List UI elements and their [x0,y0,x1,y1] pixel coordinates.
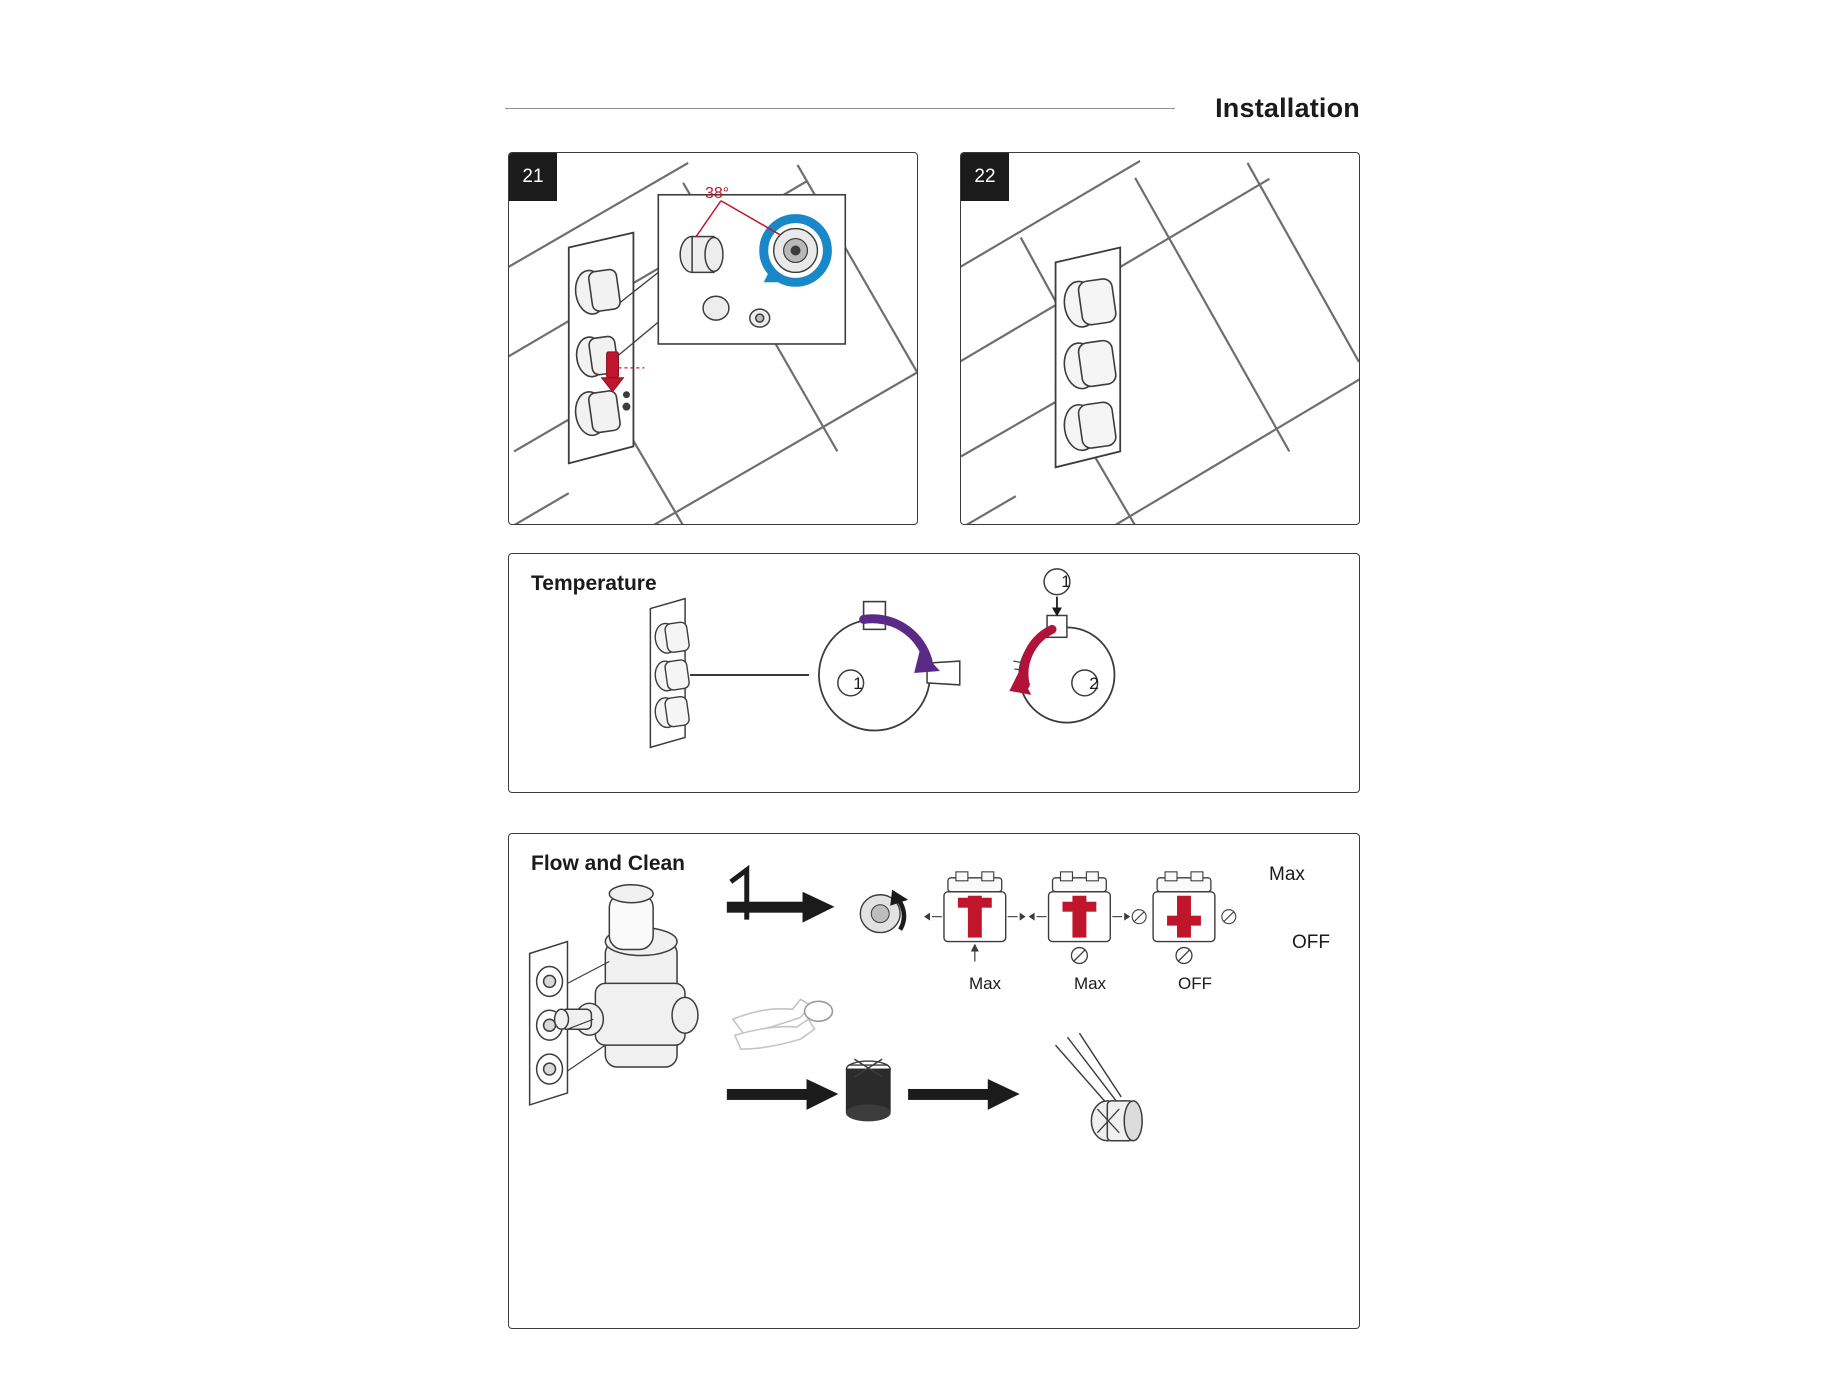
header-divider [505,108,1175,109]
angle-label-38: 38° [705,185,730,202]
max-label-handle: Max [1269,864,1305,885]
step-badge-22: 22 [961,153,1009,201]
cartridge-label-1: Max [968,974,1002,993]
page-header [505,88,1360,128]
step-panel-22 [960,152,1360,525]
cartridge-label-2: Max [1073,974,1107,993]
step-22-illustration [961,153,1359,524]
flow-and-clean-panel [508,833,1360,1329]
flow-panel-title: Flow and Clean [531,852,686,875]
cartridge-label-3: OFF [1178,974,1212,993]
temperature-marker-1: 1 [853,674,863,693]
off-label-handle: OFF [1292,932,1330,953]
flow-and-clean-illustration [509,834,1359,1328]
step-21-illustration [509,153,917,524]
temperature-panel-title: Temperature [531,572,657,595]
temperature-marker-1-top: 1 [1061,572,1071,591]
temperature-illustration [509,554,1359,792]
step-panel-21 [508,152,918,525]
temperature-marker-2: 2 [1089,674,1099,693]
page-title: Installation [1215,93,1360,123]
temperature-panel [508,553,1360,793]
step-badge-21: 21 [509,153,557,201]
